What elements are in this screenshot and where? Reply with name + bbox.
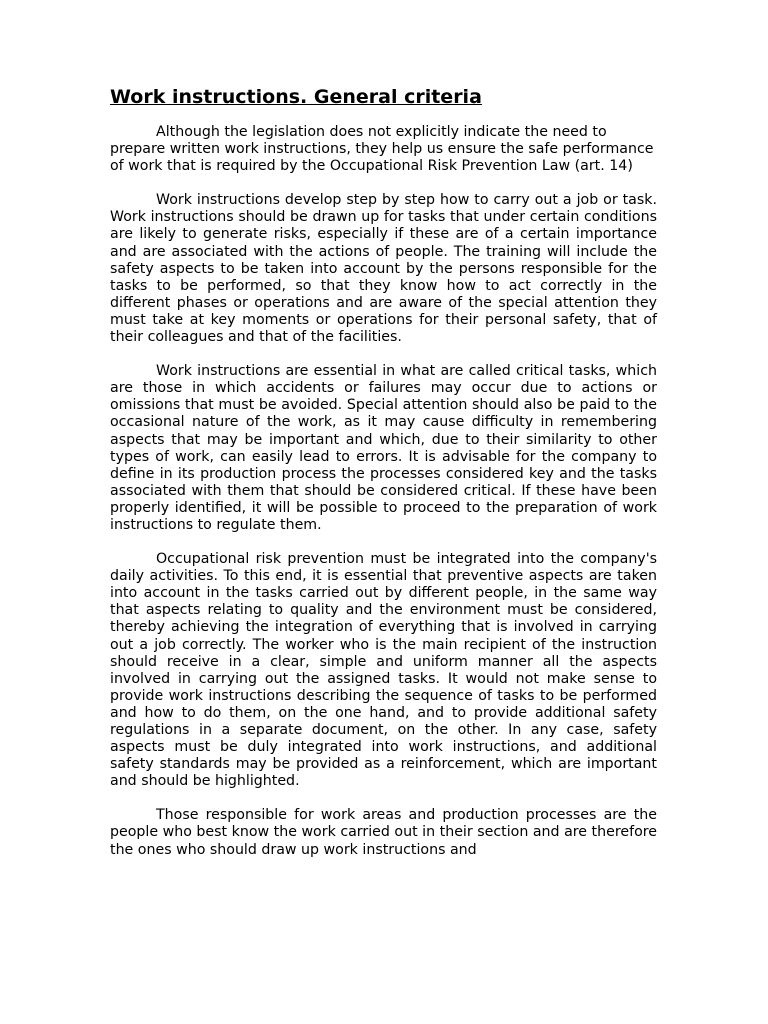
document-title: Work instructions. General criteria [110,86,482,108]
paragraph-5: Those responsible for work areas and production processes are the people who best know the work carried out in their section and are therefore the ones who should draw up work instructions and [110,807,657,858]
document-page [110,84,657,876]
paragraph-2: Work instructions develop step by step how to carry out a job or task. Work instructions should be drawn up for tasks that under certain conditions are likely to generate risks, especially if these are of a certain importance and are associated with the actions of people. The training will include the safety aspects to be taken into account by the persons responsible for the tasks to be performed, so that they know how to act correctly in the different phases or operations and are aware of the special attention they must take at key moments or operations for their personal safety, that of their colleagues and that of the facilities. [110,192,657,346]
paragraph-3: Work instructions are essential in what are called critical tasks, which are those in which accidents or failures may occur due to actions or omissions that must be avoided. Special attention should also be paid to the occasional nature of the work, as it may cause difficulty in remembering aspects that may be important and which, due to their similarity to other types of work, can easily lead to errors. It is advisable for the company to define in its production process the processes considered key and the tasks associated with them that should be considered critical. If these have been properly identified, it will be possible to proceed to the preparation of work instructions to regulate them. [110,363,657,533]
paragraph-1: Although the legislation does not explicitly indicate the need to prepare written work instructions, they help us ensure the safe performance of work that is required by the Occupational Risk Prevention Law (art. 14) [110,124,654,175]
paragraph-4: Occupational risk prevention must be integrated into the company's daily activities. To this end, it is essential that preventive aspects are taken into account in the tasks carried out by different people, in the same way that aspects relating to quality and the environment must be considered, thereby achieving the integration of everything that is involved in carrying out a job correctly. The worker who is the main recipient of the instruction should receive in a clear, simple and uniform manner all the aspects involved in carrying out the assigned tasks. It would not make sense to provide work instructions describing the sequence of tasks to be performed and how to do them, on the one hand, and to provide additional safety regulations in a separate document, on the other. In any case, safety aspects must be duly integrated into work instructions, and additional safety standards may be provided as a reinforcement, which are important and should be highlighted. [110,551,657,790]
